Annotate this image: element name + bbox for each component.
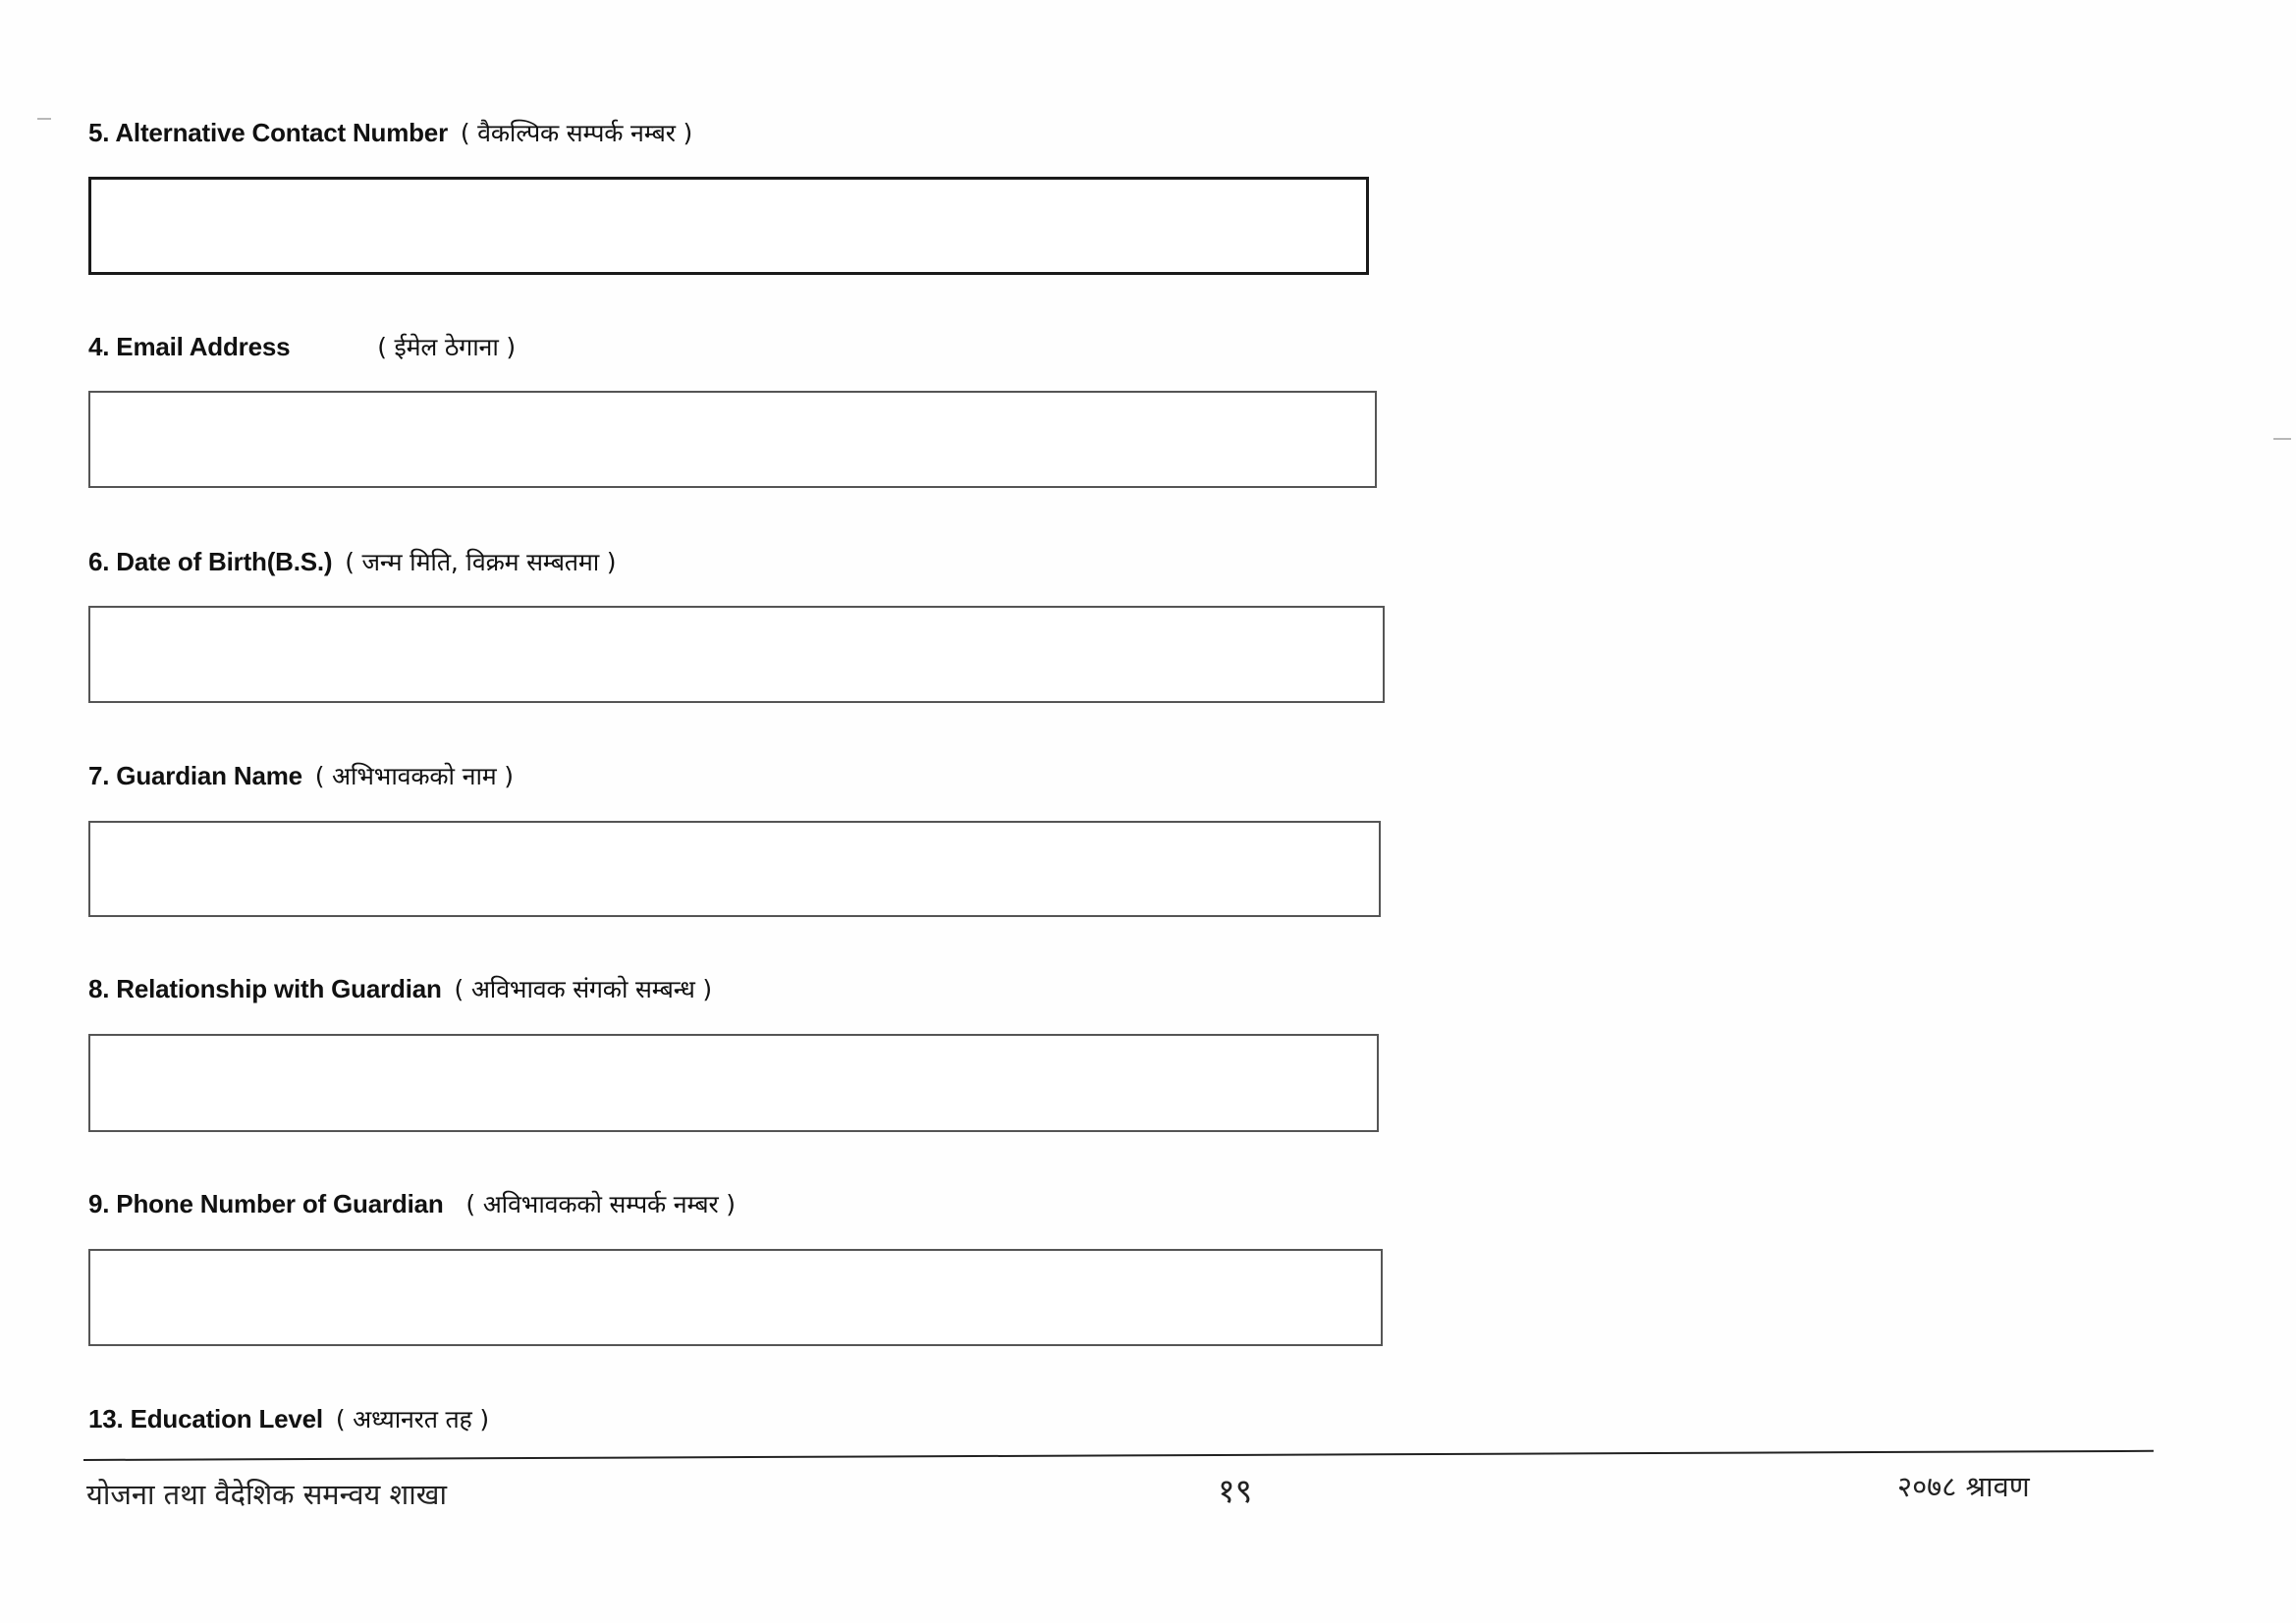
date-of-birth-label-en: 6. Date of Birth(B.S.) xyxy=(88,547,333,576)
footer-rule xyxy=(83,1450,2154,1461)
email-address-label xyxy=(88,330,516,363)
footer-date: २०७८ श्रावण xyxy=(1897,1470,2030,1503)
guardian-name-label-en: 7. Guardian Name xyxy=(88,761,302,790)
education-level-label xyxy=(88,1402,489,1435)
date-of-birth-label-np: ( जन्म मिति, विक्रम सम्बतमा ) xyxy=(345,548,617,576)
education-level-label-en: 13. Education Level xyxy=(88,1404,323,1434)
guardian-relationship-label-en: 8. Relationship with Guardian xyxy=(88,974,442,1003)
date-of-birth-input[interactable] xyxy=(88,606,1385,703)
footer-page-number: १९ xyxy=(1218,1472,1253,1511)
alternative-contact-input[interactable] xyxy=(88,177,1369,275)
date-of-birth-label xyxy=(88,545,616,578)
guardian-phone-label xyxy=(88,1187,736,1220)
alternative-contact-label-en: 5. Alternative Contact Number xyxy=(88,118,448,147)
guardian-relationship-label-np: ( अविभावक संगको सम्बन्ध ) xyxy=(454,975,712,1003)
guardian-name-label-np: ( अभिभावकको नाम ) xyxy=(314,762,514,790)
guardian-phone-label-en: 9. Phone Number of Guardian xyxy=(88,1189,444,1218)
alternative-contact-label xyxy=(88,116,692,149)
footer-department: योजना तथा वैदेशिक समन्वय शाखा xyxy=(86,1478,447,1511)
guardian-phone-label-np: ( अविभावकको सम्पर्क नम्बर ) xyxy=(465,1190,736,1218)
guardian-relationship-label xyxy=(88,972,712,1005)
alternative-contact-label-np: ( वैकल्पिक सम्पर्क नम्बर ) xyxy=(460,119,693,147)
email-address-input[interactable] xyxy=(88,391,1377,488)
guardian-phone-input[interactable] xyxy=(88,1249,1383,1346)
email-address-label-np: ( ईमेल ठेगाना ) xyxy=(377,333,516,361)
scan-mark xyxy=(37,118,51,120)
education-level-label-np: ( अध्यानरत तह ) xyxy=(335,1405,489,1434)
email-address-label-en: 4. Email Address xyxy=(88,332,291,361)
guardian-relationship-input[interactable] xyxy=(88,1034,1379,1132)
guardian-name-input[interactable] xyxy=(88,821,1381,917)
guardian-name-label xyxy=(88,759,514,792)
scan-mark xyxy=(2273,438,2291,440)
